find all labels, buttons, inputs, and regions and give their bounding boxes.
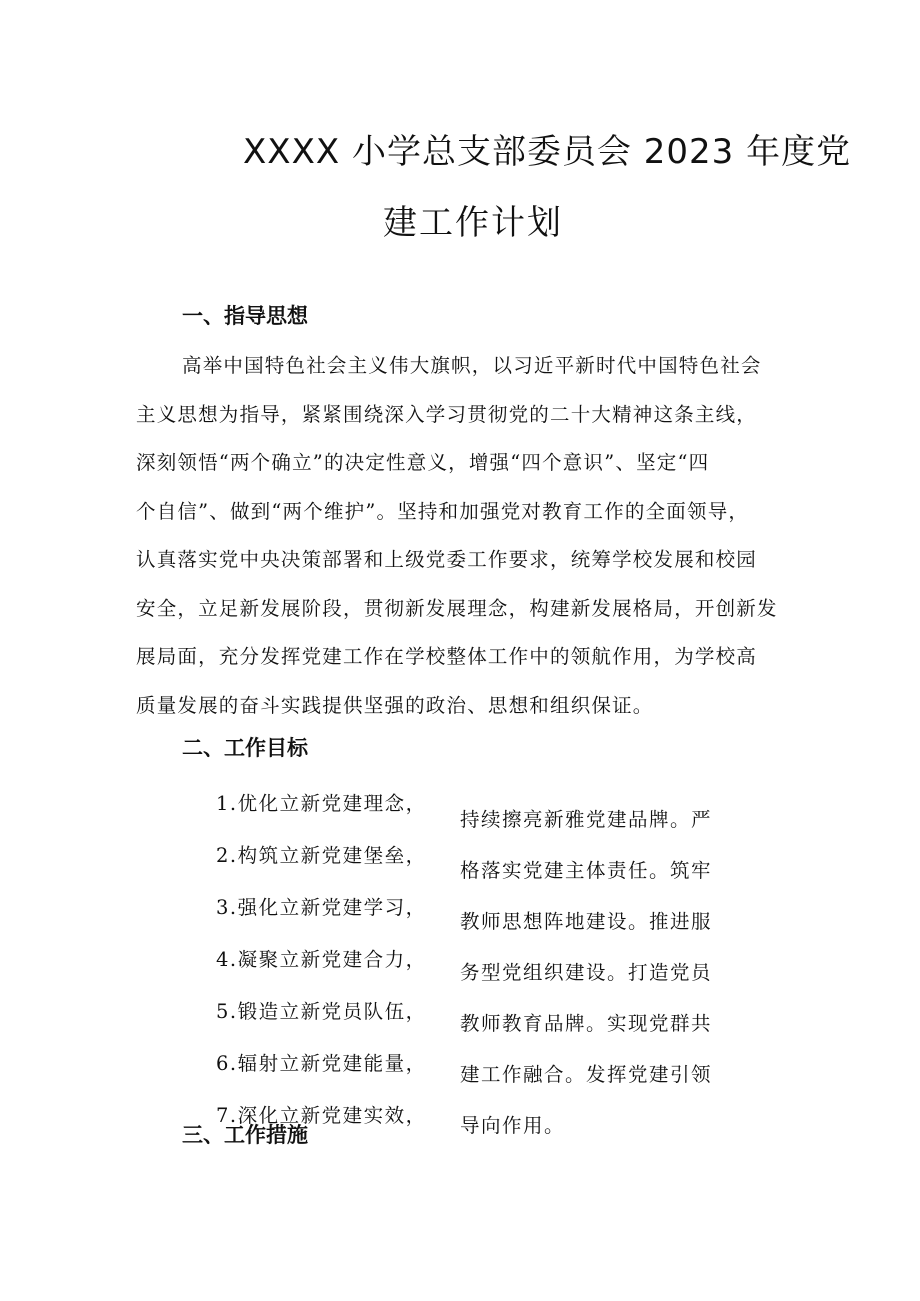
goal-item: 3.强化立新党建学习， [216,896,427,919]
description-line: 持续擦亮新雅党建品牌。严 [460,808,713,831]
section-heading-work-goals: 二、工作目标 [182,736,308,760]
paragraph-line: 质量发展的奋斗实践提供坚强的政治、思想和组织保证。 [136,693,654,717]
paragraph-line: 主义思想为指导，紧紧围绕深入学习贯彻党的二十大精神这条主线， [136,402,758,426]
paragraph-line: 安全，立足新发展阶段，贯彻新发展理念，构建新发展格局，开创新发 [136,596,778,620]
paragraph-line: 高举中国特色社会主义伟大旗帜，以习近平新时代中国特色社会 [182,354,762,377]
goal-item: 5.锻造立新党员队伍， [216,1000,427,1023]
description-line: 教师教育品牌。实现党群共 [460,1012,713,1035]
paragraph-line: 个自信”、做到“两个维护”。坚持和加强党对教育工作的全面领导， [136,499,750,523]
goal-item: 4.凝聚立新党建合力， [216,948,427,971]
paragraph-line: 深刻领悟“两个确立”的决定性意义，增强“四个意识”、坚定“四 [136,451,710,474]
guiding-ideology-paragraph [136,342,796,730]
description-line: 建工作融合。发挥党建引领 [460,1063,713,1086]
goal-item: 1.优化立新党建理念， [216,792,427,815]
goal-item: 2.构筑立新党建堡垒， [216,844,427,867]
paragraph-line: 展局面，充分发挥党建工作在学校整体工作中的领航作用，为学校高 [136,645,758,668]
description-line: 导向作用。 [460,1114,566,1137]
section-heading-work-measures: 三、工作措施 [182,1123,308,1147]
work-goals-description [460,794,712,1151]
goal-item: 7.深化立新党建实效， [216,1104,427,1127]
description-line: 务型党组织建设。打造党员 [460,961,713,984]
goal-item: 6.辐射立新党建能量， [216,1052,427,1075]
document-title-line-2: 建工作计划 [383,203,563,243]
section-heading-guiding-ideology: 一、指导思想 [182,304,308,328]
work-goals-list [216,778,427,1142]
paragraph-line: 认真落实党中央决策部署和上级党委工作要求，统筹学校发展和校园 [136,548,758,571]
document-title-line-1: XXXX 小学总支部委员会 2023 年度党 [243,132,852,172]
description-line: 教师思想阵地建设。推进服 [460,910,713,933]
description-line: 格落实党建主体责任。筑牢 [460,859,713,882]
